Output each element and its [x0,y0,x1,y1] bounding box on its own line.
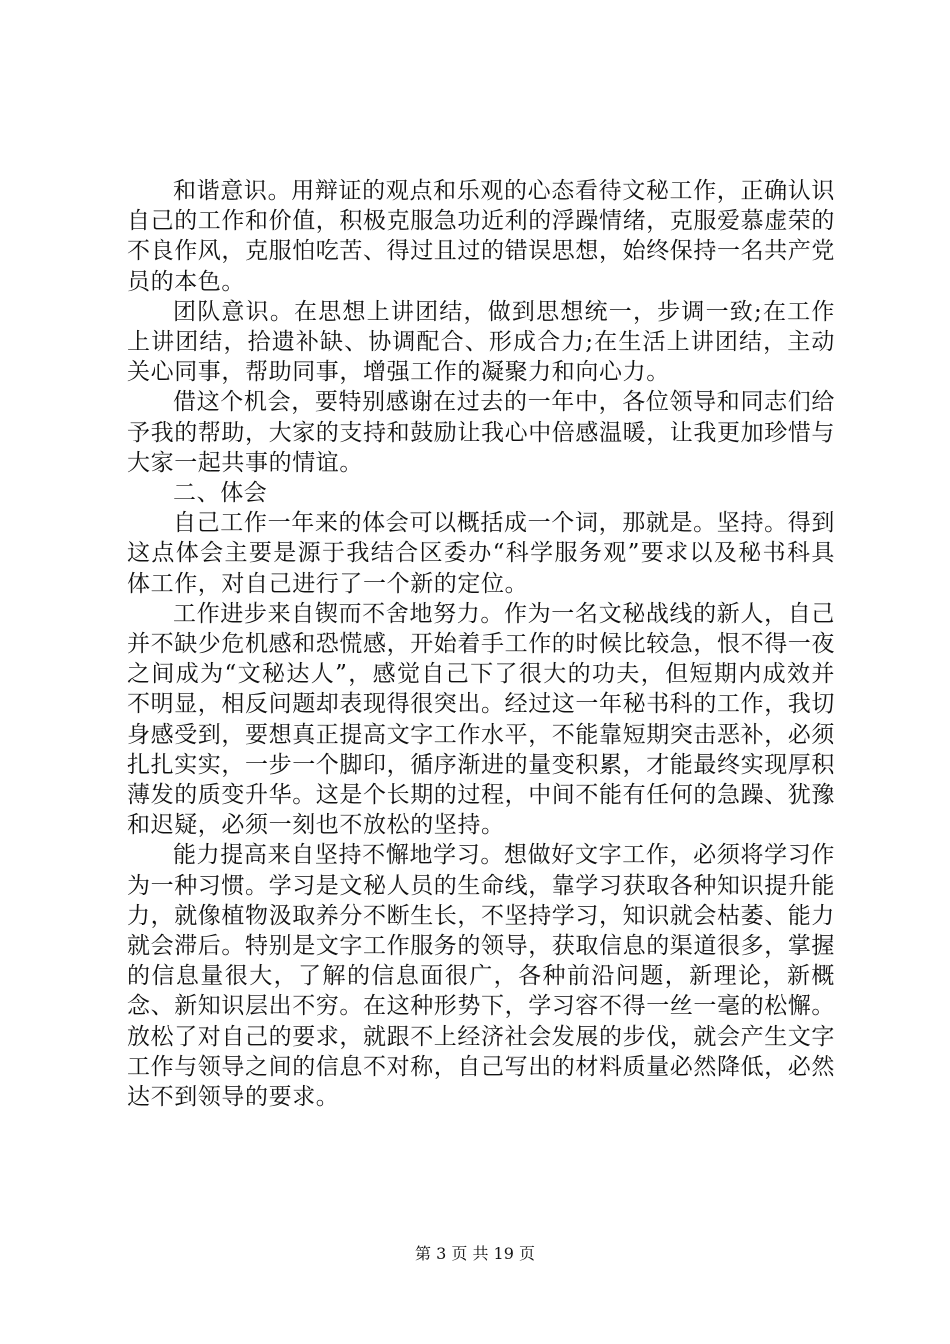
paragraph-thanks: 借这个机会，要特别感谢在过去的一年中，各位领导和同志们给予我的帮助，大家的支持和鼓励让我心中倍感温暖，让我更加珍惜与大家一起共事的情谊。 [127,389,835,476]
paragraph-team-awareness: 团队意识。在思想上讲团结，做到思想统一，步调一致;在工作上讲团结，拾遗补缺、协调配合、形成合力;在生活上讲团结，主动关心同事，帮助同事，增强工作的凝聚力和向心力。 [127,298,835,386]
page-footer: 第 3 页 共 19 页 [415,1244,535,1263]
paragraph-work-progress: 工作进步来自锲而不舍地努力。作为一名文秘战线的新人，自己并不缺少危机感和恐慌感，开始着手工作的时候比较急，恨不得一夜之间成为“文秘达人”，感觉自己下了很大的功夫，但短期内成效并不明显，相反问题却表现得很突出。经过这一年秘书科的工作，我切身感受到，要想真正提高文字工作水平，不能靠短期突击恶补，必须扎扎实实，一步一个脚印，循序渐进的量变积累，才能最终实现厚积薄发的质变升华。这是个长期的过程，中间不能有任何的急躁、犹豫和迟疑，必须一刻也不放松的坚持。 [127,600,835,839]
paragraph-harmony-awareness: 和谐意识。用辩证的观点和乐观的心态看待文秘工作，正确认识自己的工作和价值，积极克服急功近利的浮躁情绪，克服爱慕虚荣的不良作风，克服怕吃苦、得过且过的错误思想，始终保持一名共产党员的本色。 [127,178,835,295]
paragraph-learning: 能力提高来自坚持不懈地学习。想做好文字工作，必须将学习作为一种习惯。学习是文秘人员的生命线，靠学习获取各种知识提升能力，就像植物汲取养分不断生长，不坚持学习，知识就会枯萎、能力就会滞后。特别是文字工作服务的领导，获取信息的渠道很多，掌握的信息量很大，了解的信息面很广，各种前沿问题，新理论，新概念、新知识层出不穷。在这种形势下，学习容不得一丝一毫的松懈。放松了对自己的要求，就跟不上经济社会发展的步伐，就会产生文字工作与领导之间的信息不对称，自己写出的材料质量必然降低，必然达不到领导的要求。 [127,842,835,1111]
document-body [127,176,835,1112]
paragraph-persistence-summary: 自己工作一年来的体会可以概括成一个词，那就是。坚持。得到这点体会主要是源于我结合区委办“科学服务观”要求以及秘书科具体工作，对自己进行了一个新的定位。 [127,510,835,597]
section-heading-experience: 二、体会 [173,480,268,507]
